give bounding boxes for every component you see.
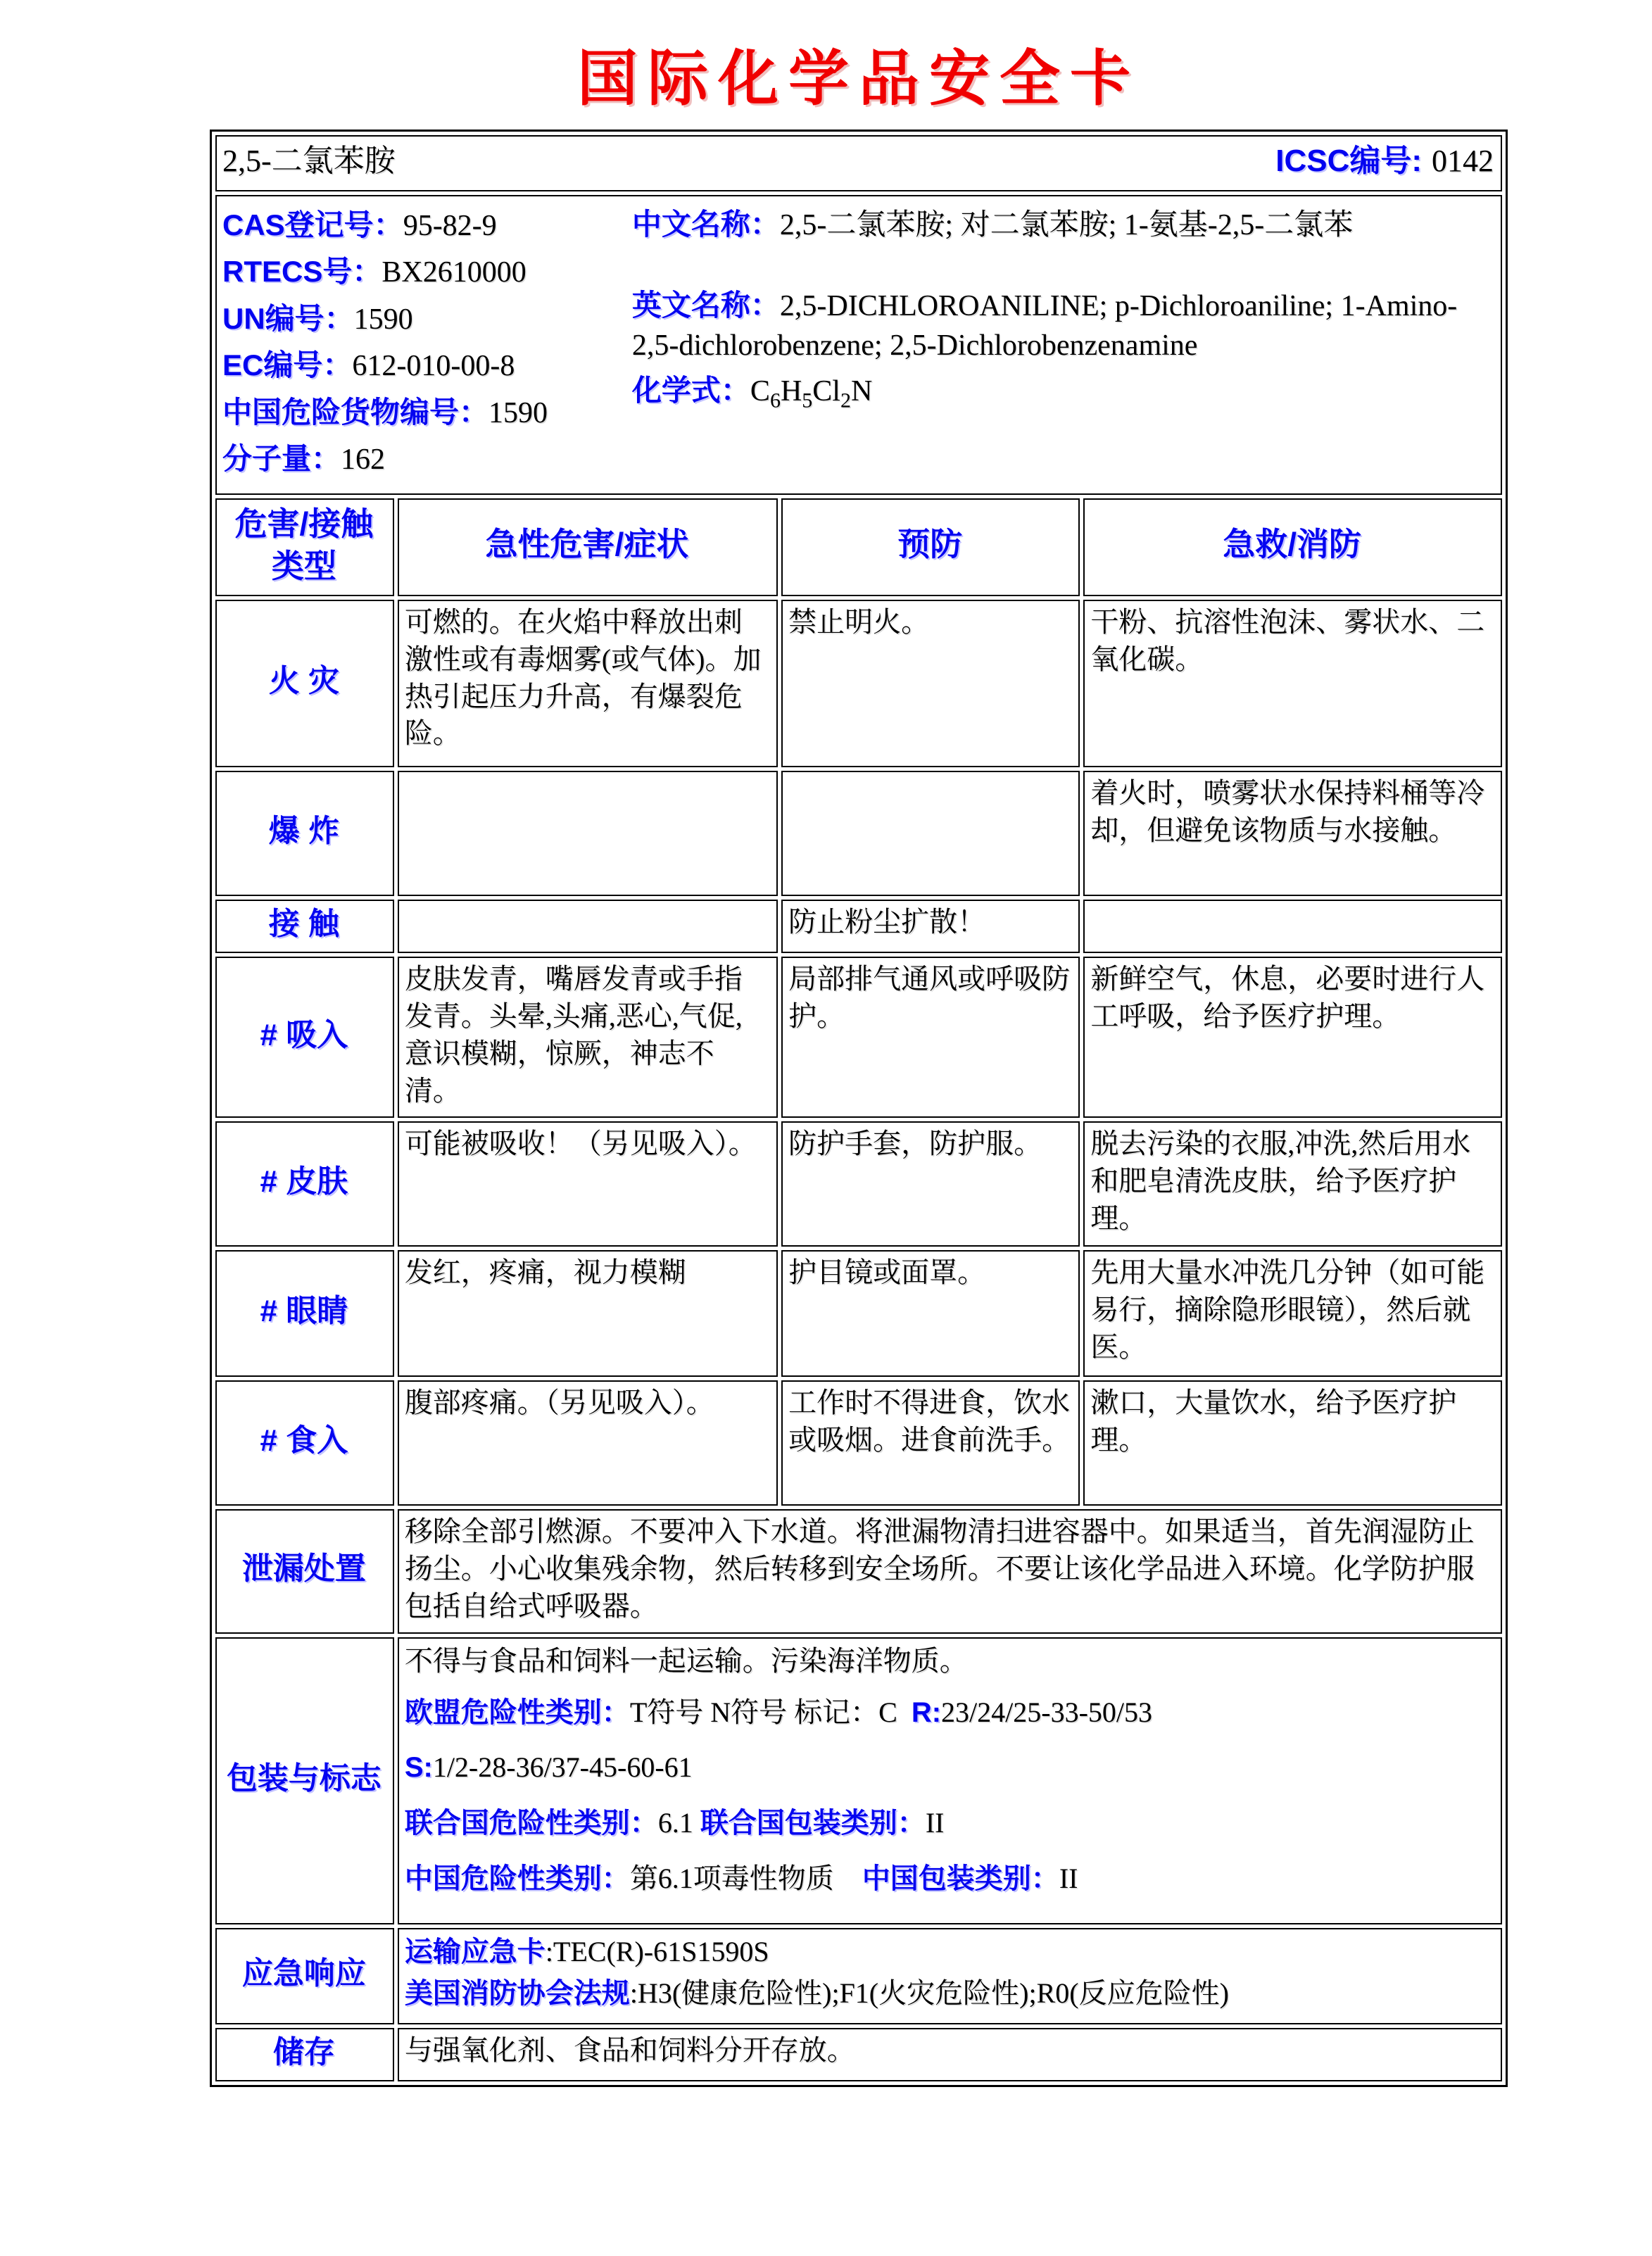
ingestion-label: # 食入 bbox=[215, 1380, 394, 1506]
english-name: 英文名称：2,5-DICHLOROANILINE; p-Dichloroaniline; 1-Amino-2,5-dichlorobenzene; 2,5-Dichlorobenzenamine bbox=[631, 289, 1458, 362]
header-prevention: 预防 bbox=[781, 498, 1080, 596]
transport-emergency-card: 运输应急卡:TEC(R)-61S1590S bbox=[404, 1935, 769, 1967]
header-acute-hazards: 急性危害/症状 bbox=[398, 498, 778, 596]
exposure-row bbox=[215, 900, 1502, 953]
eyes-prevention: 护目镜或面罩。 bbox=[781, 1250, 1080, 1377]
nfpa-code: 美国消防协会法规:H3(健康危险性);F1(火灾危险性);R0(反应危险性) bbox=[404, 1977, 1229, 2009]
explosion-symptoms bbox=[398, 771, 778, 896]
explosion-label: 爆 炸 bbox=[215, 771, 394, 896]
skin-label: # 皮肤 bbox=[215, 1121, 394, 1247]
card-header-row bbox=[215, 135, 1502, 191]
eyes-row bbox=[215, 1250, 1502, 1377]
inhalation-row bbox=[215, 957, 1502, 1118]
icsc-number bbox=[1275, 141, 1494, 182]
eu-hazard-class: 欧盟危险性类别：T符号 N符号 标记：C R:23/24/25-33-50/53 bbox=[404, 1696, 1153, 1728]
fire-symptoms: 可燃的。在火焰中释放出刺激性或有毒烟雾(或气体)。加热引起压力升高，有爆裂危险。 bbox=[398, 600, 778, 767]
fire-response: 干粉、抗溶性泡沫、雾状水、二氧化碳。 bbox=[1083, 600, 1502, 767]
identity-cell bbox=[215, 195, 1502, 495]
china-classification: 中国危险性类别：第6.1项毒性物质 中国包装类别：II bbox=[404, 1862, 1078, 1894]
transport-note: 不得与食品和饲料一起运输。污染海洋物质。 bbox=[404, 1644, 968, 1677]
spill-row bbox=[215, 1509, 1502, 1633]
hazard-header-row bbox=[215, 498, 1502, 596]
packaging-label: 包装与标志 bbox=[215, 1637, 394, 1924]
explosion-row bbox=[215, 771, 1502, 896]
registry-numbers-block bbox=[222, 199, 629, 486]
icsc-label: ICSC编号: bbox=[1275, 143, 1422, 178]
un-number: UN编号：1590 bbox=[222, 301, 413, 336]
storage-label: 储存 bbox=[215, 2028, 394, 2081]
emergency-content bbox=[398, 1928, 1502, 2025]
rtecs-number: RTECS号：BX2610000 bbox=[222, 255, 527, 289]
card-header-cell bbox=[215, 135, 1502, 191]
emergency-row bbox=[215, 1928, 1502, 2025]
eyes-label: # 眼睛 bbox=[215, 1250, 394, 1377]
header-first-aid: 急救/消防 bbox=[1083, 498, 1502, 596]
identity-row bbox=[215, 195, 1502, 495]
cas-number: CAS登记号：95-82-9 bbox=[222, 208, 497, 242]
packaging-content bbox=[398, 1637, 1502, 1924]
inhalation-response: 新鲜空气，休息，必要时进行人工呼吸，给予医疗护理。 bbox=[1083, 957, 1502, 1118]
exposure-label: 接 触 bbox=[215, 900, 394, 953]
spill-content: 移除全部引燃源。不要冲入下水道。将泄漏物清扫进容器中。如果适当，首先润湿防止扬尘。小心收集残余物，然后转移到安全场所。不要让该化学品进入环境。化学防护服包括自给式呼吸器。 bbox=[398, 1509, 1502, 1633]
explosion-prevention bbox=[781, 771, 1080, 896]
emergency-label: 应急响应 bbox=[215, 1928, 394, 2025]
skin-prevention: 防护手套，防护服。 bbox=[781, 1121, 1080, 1247]
icsc-value: 0142 bbox=[1432, 143, 1494, 178]
exposure-response bbox=[1083, 900, 1502, 953]
eyes-response: 先用大量水冲洗几分钟（如可能易行，摘除隐形眼镜），然后就医。 bbox=[1083, 1250, 1502, 1377]
skin-symptoms: 可能被吸收！（另见吸入）。 bbox=[398, 1121, 778, 1247]
chinese-name: 中文名称：2,5-二氯苯胺; 对二氯苯胺; 1-氨基-2,5-二氯苯 bbox=[631, 208, 1354, 241]
explosion-response: 着火时，喷雾状水保持料桶等冷却，但避免该物质与水接触。 bbox=[1083, 771, 1502, 896]
inhalation-label: # 吸入 bbox=[215, 957, 394, 1118]
un-classification: 联合国危险性类别：6.1 联合国包装类别：II bbox=[404, 1807, 945, 1839]
fire-label: 火 灾 bbox=[215, 600, 394, 767]
safety-card-table bbox=[210, 130, 1508, 2087]
eyes-symptoms: 发红，疼痛，视力模糊 bbox=[398, 1250, 778, 1377]
storage-row bbox=[215, 2028, 1502, 2081]
s-phrases: S:1/2-28-36/37-45-60-61 bbox=[404, 1751, 693, 1784]
ingestion-prevention: 工作时不得进食，饮水或吸烟。进食前洗手。 bbox=[781, 1380, 1080, 1506]
header-hazard-type: 危害/接触 类型 bbox=[215, 498, 394, 596]
fire-prevention: 禁止明火。 bbox=[781, 600, 1080, 767]
molecular-weight: 分子量：162 bbox=[222, 442, 386, 477]
page-title: 国际化学品安全卡 bbox=[577, 43, 1140, 114]
packaging-row bbox=[215, 1637, 1502, 1924]
fire-row bbox=[215, 600, 1502, 767]
ingestion-response: 漱口，大量饮水，给予医疗护理。 bbox=[1083, 1380, 1502, 1506]
spill-label: 泄漏处置 bbox=[215, 1509, 394, 1633]
china-dg-number: 中国危险货物编号：1590 bbox=[222, 395, 548, 429]
chemical-names-block bbox=[629, 199, 1494, 486]
exposure-prevention: 防止粉尘扩散！ bbox=[781, 900, 1080, 953]
inhalation-symptoms: 皮肤发青，嘴唇发青或手指发青。头晕,头痛,恶心,气促,意识模糊，惊厥，神志不清。 bbox=[398, 957, 778, 1118]
skin-response: 脱去污染的衣服,冲洗,然后用水和肥皂清洗皮肤，给予医疗护理。 bbox=[1083, 1121, 1502, 1247]
ingestion-row bbox=[215, 1380, 1502, 1506]
chemical-name: 2,5-二氯苯胺 bbox=[222, 143, 396, 178]
skin-row bbox=[215, 1121, 1502, 1247]
storage-content: 与强氧化剂、食品和饲料分开存放。 bbox=[398, 2028, 1502, 2081]
ingestion-symptoms: 腹部疼痛。（另见吸入）。 bbox=[398, 1380, 778, 1506]
inhalation-prevention: 局部排气通风或呼吸防护。 bbox=[781, 957, 1080, 1118]
chemical-formula: 化学式：$C_6H_5Cl_2N$ bbox=[631, 374, 873, 412]
ec-number: EC编号：612-010-00-8 bbox=[222, 348, 515, 383]
safety-card-sheet bbox=[210, 0, 1508, 2087]
exposure-symptoms bbox=[398, 900, 778, 953]
